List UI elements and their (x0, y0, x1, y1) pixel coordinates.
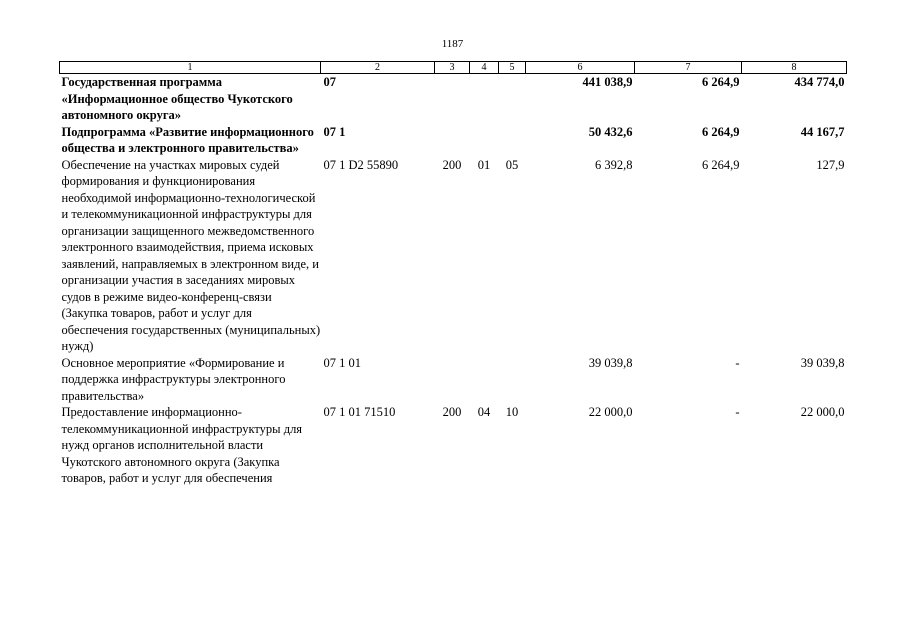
row-sum-fed: 6 264,9 (702, 75, 740, 89)
column-header: 3 (435, 62, 470, 74)
row-sum-reg: 22 000,0 (800, 405, 845, 419)
row-pr (499, 74, 526, 124)
row-pr (499, 355, 526, 405)
row-code: 07 1 01 (323, 355, 361, 370)
table-body (60, 74, 847, 487)
row-name: Государственная программа «Информационное общество Чукотского автономного округа» (61, 75, 293, 122)
row-code: 07 1 (323, 124, 346, 139)
table-row (60, 404, 847, 487)
row-sum-fed: - (735, 405, 740, 419)
row-sum-reg: 39 039,8 (800, 355, 845, 370)
row-sum-fed: 6 264,9 (702, 124, 740, 139)
row-code: 07 (323, 75, 336, 89)
row-pr: 05 (505, 157, 519, 172)
row-rz (470, 74, 499, 124)
column-number-row (60, 62, 847, 74)
row-name: Предоставление информационно-телекоммуникационной инфраструктуры для нужд органов исполнительной власти Чукотского автономного округа (Закупка товаров, работ и услуг для обеспечения (61, 405, 303, 485)
column-header: 4 (470, 62, 499, 74)
row-name: Обеспечение на участках мировых судей формирования и функционирования необходимой информационно-технологической и телекоммуникационной инфраструктуры для организации защищенного межведомственного электронного взаимодействия, приема исковых заявлений, направляемых в электронном виде, и организации участия в заседаниях мировых судов в режиме видео-конференц-связи (Закупка товаров, работ и услуг для обеспечения государственных (муниципальных) нужд) (61, 157, 321, 353)
table-header (60, 62, 847, 74)
row-code: 07 1 01 71510 (323, 405, 396, 419)
table-row (60, 124, 847, 157)
row-vr: 200 (442, 405, 462, 419)
page-number: 1187 (441, 38, 464, 50)
row-pr (499, 124, 526, 157)
row-name: Основное мероприятие «Формирование и поддержка инфраструктуры электронного правительства» (61, 355, 286, 403)
row-vr (435, 74, 470, 124)
row-rz (470, 124, 499, 157)
column-header: 1 (60, 62, 321, 74)
row-rz (470, 355, 499, 405)
column-header: 6 (526, 62, 635, 74)
row-vr: 200 (442, 157, 462, 172)
row-vr (435, 355, 470, 405)
row-sum-reg: 127,9 (816, 157, 845, 172)
row-sum-total: 441 038,9 (582, 75, 633, 89)
table-row (60, 355, 847, 405)
table-row (60, 157, 847, 355)
column-header: 5 (499, 62, 526, 74)
row-sum-total: 39 039,8 (588, 355, 633, 370)
row-sum-total: 22 000,0 (588, 405, 633, 419)
row-code: 07 1 D2 55890 (323, 157, 399, 172)
row-name: Подпрограмма «Развитие информационного общества и электронного правительства» (61, 124, 314, 155)
column-header: 7 (635, 62, 742, 74)
column-header: 2 (321, 62, 435, 74)
column-header: 8 (742, 62, 847, 74)
row-vr (435, 124, 470, 157)
row-sum-reg: 434 774,0 (794, 75, 845, 89)
row-rz: 01 (477, 157, 491, 172)
row-sum-fed: 6 264,9 (702, 157, 740, 172)
row-rz: 04 (477, 405, 491, 419)
row-sum-fed: - (735, 355, 740, 370)
table-row (60, 74, 847, 124)
row-pr: 10 (505, 405, 519, 419)
row-sum-reg: 44 167,7 (800, 124, 845, 139)
row-sum-total: 6 392,8 (595, 157, 633, 172)
row-sum-total: 50 432,6 (588, 124, 633, 139)
budget-table (59, 61, 847, 487)
